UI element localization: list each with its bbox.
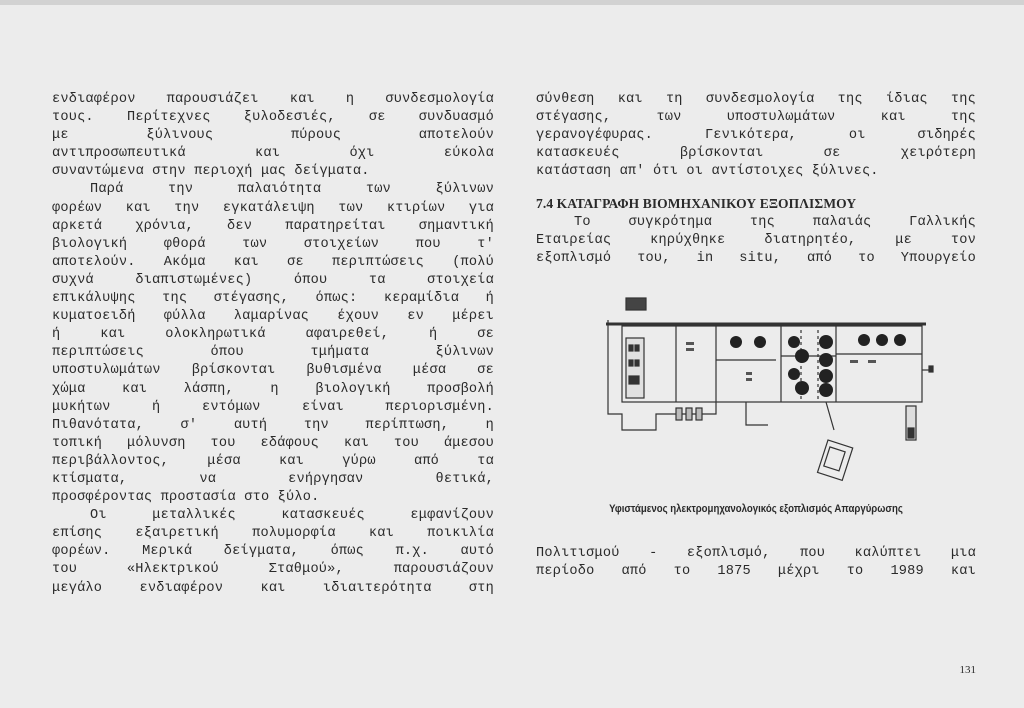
text-line: Το συγκρότημα της παλαιάς Γαλλικής [574, 214, 976, 230]
text-line: μεγάλο ενδιαφέρον και ιδιαιτερότητα στη [52, 580, 494, 596]
text-line: περιβάλλοντος, μέσα και γύρω από τα [52, 453, 494, 469]
text-line: ή και ολοκληρωτικά αφαιρεθεί, ή σε [52, 327, 494, 343]
text-line: εξοπλισμό του, in situ, από το Υπουργείο [536, 250, 976, 266]
text-line: τοπική μόλυνση του εδάφους και του άμεσου [52, 435, 494, 451]
text-line: περιπτώσεις όπου τμήματα ξύλινων [52, 345, 494, 361]
text-line: φορέων και την εγκατάλειψη των κτιρίων για [52, 200, 494, 216]
text-line: χώμα και λάσπη, η βιολογική προσβολή [52, 381, 494, 397]
text-line: βιολογική φθορά των στοιχείων που τ' [52, 236, 494, 252]
left-text-column [52, 91, 494, 598]
right-text-column [536, 91, 976, 268]
text-line: συναντώμενα στην περιοχή μας δείγματα. [52, 164, 370, 180]
text-line: αρκετά χρόνια, δεν παρατηρείται σημαντική [52, 218, 494, 234]
text-line: επικάλυψης της στέγασης, όπως: κεραμίδια ή [52, 291, 494, 307]
section-heading: 7.4 ΚΑΤΑΓΡΑΦΗ ΒΙΟΜΗΧΑΝΙΚΟΥ ΕΞΟΠΛΙΣΜΟΥ [536, 196, 857, 212]
text-line: περίοδο από το 1875 μέχρι το 1989 και [536, 564, 976, 580]
text-line: κτίσματα, να ενήργησαν θετικά, [52, 471, 494, 487]
top-edge-shadow [0, 0, 1024, 5]
page-number: 131 [959, 664, 976, 676]
text-line: προσφέροντας προστασία στο ξύλο. [52, 490, 320, 506]
text-line: επίσης εξαιρετική πολυμορφία και ποικιλία [52, 526, 494, 542]
text-line: μυκήτων ή εντόμων είναι περιορισμένη. [52, 399, 494, 415]
right-text-continuation [536, 545, 976, 581]
text-line: ενδιαφέρον παρουσιάζει και η συνδεσμολογία [52, 92, 494, 107]
text-line: αποτελούν. Ακόμα και σε περιπτώσεις (πολύ [52, 254, 494, 270]
text-line: με ξύλινους πύρους αποτελούν [52, 128, 494, 144]
text-line: Πολιτισμού - εξοπλισμό, που καλύπτει μια [536, 546, 976, 561]
text-line: Πιθανότατα, σ' αυτή την περίπτωση, η [52, 417, 494, 433]
text-line: Οι μεταλλικές κατασκευές εμφανίζουν [90, 508, 494, 524]
text-line: τους. Περίτεχνες ξυλοδεσιές, σε συνδυασμό [52, 110, 494, 126]
equipment-floor-plan-figure [596, 290, 936, 496]
text-line: αντιπροσωπευτικά και όχι εύκολα [52, 146, 494, 162]
text-line: του «Ηλεκτρικού Σταθμού», παρουσιάζουν [52, 562, 494, 578]
text-line: κυματοειδή φύλλα λαμαρίνας έχουν εν μέρει [52, 309, 494, 325]
text-line: κατασκευές βρίσκονται σε χειρότερη [536, 146, 976, 162]
figure-caption: Υφιστάμενος ηλεκτρομηχανολογικός εξοπλισμός Απαργύρωσης [609, 503, 903, 515]
text-line: υποστυλωμάτων βρίσκονται βυθισμένα μέσα σε [52, 363, 494, 379]
text-line: φορέων. Μερικά δείγματα, όπως π.χ. αυτό [52, 544, 494, 560]
text-line: κατάσταση απ' ότι οι αντίστοιχες ξύλινες. [536, 164, 879, 180]
text-line: Εταιρείας κηρύχθηκε διατηρητέο, με τον [536, 232, 976, 248]
text-line: Παρά την παλαιότητα των ξύλινων [90, 182, 494, 198]
text-line: συχνά διαπιστωμένες) όπου τα στοιχεία [52, 272, 494, 288]
text-line: στέγασης, των υποστυλωμάτων και της [536, 110, 976, 126]
text-line: γερανογέφυρας. Γενικότερα, οι σιδηρές [536, 128, 976, 144]
text-line: σύνθεση και τη συνδεσμολογία της ίδιας της [536, 92, 976, 107]
